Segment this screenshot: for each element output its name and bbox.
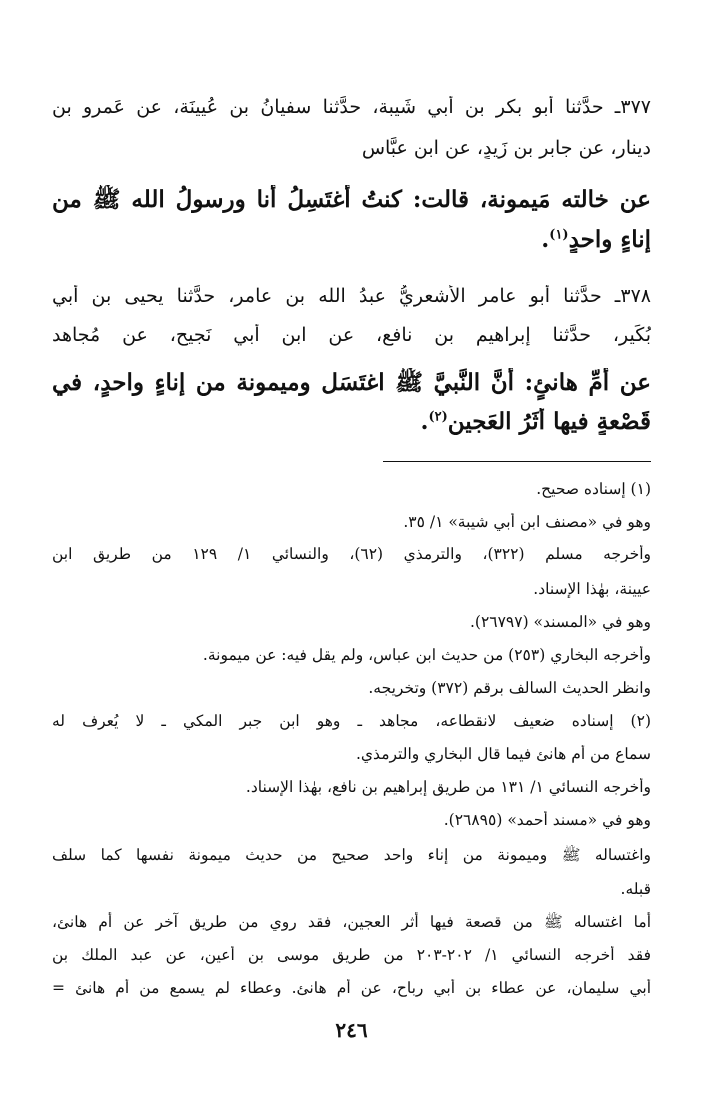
- footnote-line: وانظر الحديث السالف برقم (٣٧٢) وتخريجه.: [368, 679, 651, 697]
- footnote-line: (١) إسناده صحيح.: [536, 480, 651, 498]
- hadith-378-matn-line-2: [52, 408, 651, 435]
- footnote-line: وأخرجه البخاري (٢٥٣) من حديث ابن عباس، ولم يقل فيه: عن ميمونة.: [202, 646, 651, 664]
- footnote-line: وهو في «مصنف ابن أبي شيبة» ١/ ٣٥.: [403, 513, 651, 531]
- hadith-378-isnad-line-1: ٣٧٨ـ حدَّثنا أبو عامر الأشعريُّ عبدُ الله بن عامر، حدَّثنا يحيى بن أبي: [52, 285, 651, 307]
- footnote-line: أبي سليمان، عن عطاء بن أبي رباح، عن أم هانئ. وعطاء لم يسمع من أم هانئ =: [52, 979, 651, 997]
- page-number: ٢٤٦: [335, 1018, 368, 1042]
- hadith-378-matn-text: قَصْعةٍ فيها أثَرُ العَجين: [447, 408, 651, 435]
- hadith-377-isnad-line-2: دينار، عن جابر بن زَيدٍ، عن ابن عبَّاسٍ: [361, 137, 651, 159]
- footnote-separator: [383, 461, 651, 462]
- footnote-line: وهو في «المسند» (٢٦٧٩٧).: [469, 613, 651, 631]
- footnote-line: واغتساله ﷺ وميمونة من إناء واحد صحيح من حديث ميمونة نفسها كما سلف: [52, 846, 651, 864]
- footnote-line: سماع من أم هانئ فيما قال البخاري والترمذي.: [356, 745, 651, 763]
- footnote-line: وأخرجه مسلم (٣٢٢)، والترمذي (٦٢)، والنسائي ١/ ١٢٩ من طريق ابن: [52, 545, 651, 563]
- hadith-378-end: .: [420, 408, 429, 435]
- footnote-line: فقد أخرجه النسائي ١/ ٢٠٢-٢٠٣ من طريق موسى بن أعين، عن عبد الملك بن: [52, 946, 651, 964]
- footnote-line: قبله.: [620, 880, 651, 898]
- hadith-377-matn-line-1: عن خالته مَيمونة، قالت: كنتُ أغتَسِلُ أنا ورسولُ الله ﷺ من: [52, 186, 651, 213]
- hadith-377-isnad-line-1: ٣٧٧ـ حدَّثنا أبو بكر بن أبي شَيبة، حدَّثنا سفيانُ بن عُيينَة، عن عَمرو بن: [52, 96, 651, 118]
- hadith-378-matn-line-1: عن أمِّ هانئٍ: أنَّ النَّبيَّ ﷺ اغتَسَل وميمونة من إناءٍ واحدٍ، في: [52, 369, 651, 396]
- footnote-ref-1: (١): [549, 227, 569, 243]
- hadith-377-matn-line-2: [52, 226, 651, 253]
- footnote-line: أما اغتساله ﷺ من قصعة فيها أثر العجين، فقد روي من طريق آخر عن أم هانئ،: [52, 913, 651, 931]
- footnote-line: (٢) إسناده ضعيف لانقطاعه، مجاهد ـ وهو ابن جبر المكي ـ لا يُعرف له: [52, 712, 651, 730]
- hadith-378-isnad-line-2: بُكَير، حدَّثنا إبراهيم بن نافع، عن ابن أبي نَجيحٍ، عن مُجاهد: [52, 324, 651, 346]
- hadith-377-matn-text: إناءٍ واحدٍ: [568, 226, 651, 253]
- footnote-line: وهو في «مسند أحمد» (٢٦٨٩٥).: [443, 811, 651, 829]
- hadith-377-end: .: [541, 226, 550, 253]
- footnote-line: وأخرجه النسائي ١/ ١٣١ من طريق إبراهيم بن نافع، بهٰذا الإسناد.: [245, 778, 651, 796]
- footnote-line: عيينة، بهٰذا الإسناد.: [533, 580, 651, 598]
- footnote-ref-2: (٢): [428, 409, 448, 425]
